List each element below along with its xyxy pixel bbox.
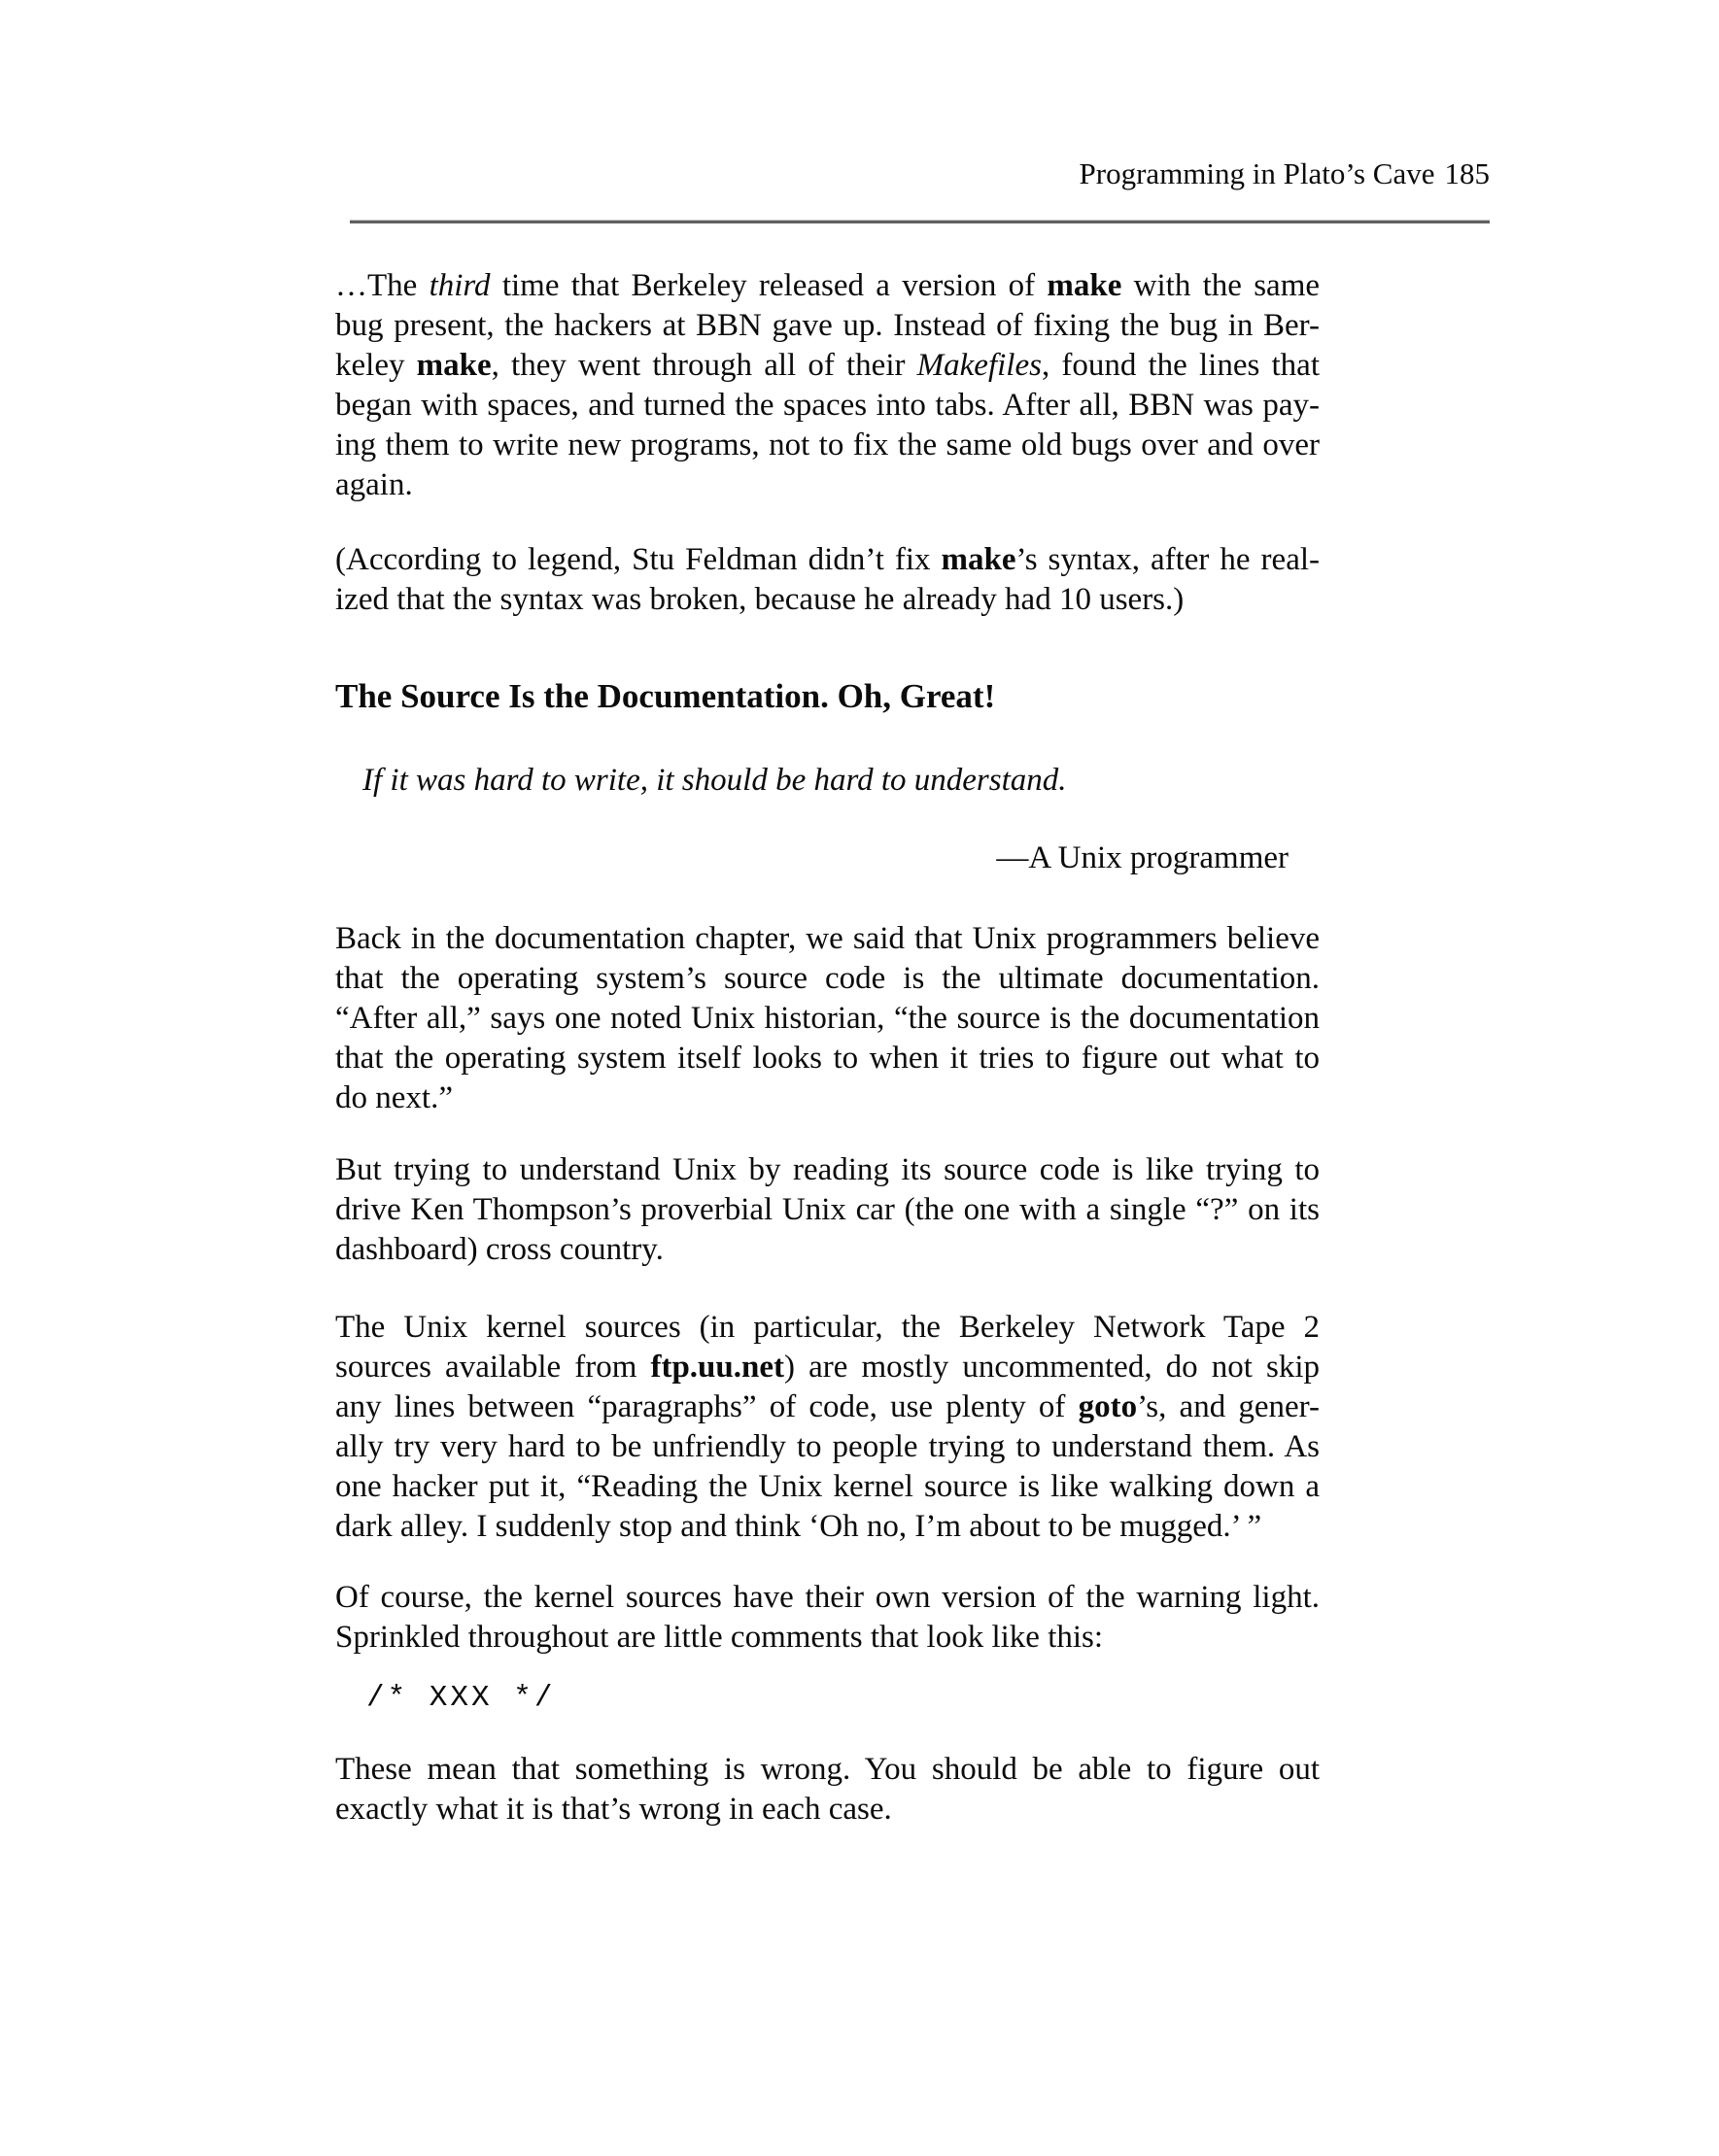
epigraph-attribution: —A Unix programmer [996, 840, 1289, 875]
text-line: again. [335, 467, 413, 502]
text-line: sources available from ftp.uu.net) are mostly uncommented, do not skip [335, 1350, 1320, 1385]
text-line: dashboard) cross country. [335, 1232, 664, 1267]
paragraph-berkeley-make-bug [335, 266, 1320, 505]
text-line: exactly what it is that’s wrong in each case. [335, 1792, 892, 1827]
section-heading: The Source Is the Documentation. Oh, Great! [335, 677, 996, 715]
text-line: keley make, they went through all of their Makefiles, found the lines that [335, 348, 1320, 383]
text-line: Back in the documentation chapter, we said that Unix programmers believe [335, 921, 1320, 956]
text-line: dark alley. I suddenly stop and think ‘Oh no, I’m about to be mugged.’ ” [335, 1509, 1262, 1544]
text-line: any lines between “paragraphs” of code, use plenty of goto’s, and gener- [335, 1389, 1320, 1424]
text-line: The Unix kernel sources (in particular, the Berkeley Network Tape 2 [335, 1310, 1320, 1345]
code-comment-xxx: /* XXX */ [366, 1681, 556, 1715]
paragraph-warning-light [335, 1578, 1320, 1658]
text-line: drive Ken Thompson’s proverbial Unix car (the one with a single “?” on its [335, 1192, 1320, 1227]
paragraph-source-is-documentation [335, 919, 1320, 1118]
page-number: 185 [1444, 156, 1490, 190]
epigraph-quote: If it was hard to write, it should be hard to understand. [362, 763, 1067, 798]
text-line: that the operating system’s source code is the ultimate documentation. [335, 961, 1320, 996]
text-line: do next.” [335, 1080, 453, 1115]
text-line: Of course, the kernel sources have their own version of the warning light. [335, 1580, 1320, 1615]
paragraph-unix-car [335, 1150, 1320, 1270]
text-line: These mean that something is wrong. You should be able to figure out [335, 1752, 1320, 1787]
text-line: bug present, the hackers at BBN gave up. Instead of fixing the bug in Ber- [335, 308, 1320, 343]
page-body [335, 0, 1320, 2156]
text-line: But trying to understand Unix by reading its source code is like trying to [335, 1152, 1320, 1187]
text-line: one hacker put it, “Reading the Unix kernel source is like walking down a [335, 1469, 1320, 1504]
text-line: …The third time that Berkeley released a version of make with the same [335, 268, 1321, 303]
text-line: ing them to write new programs, not to fix the same old bugs over and over [335, 428, 1320, 462]
text-line: (According to legend, Stu Feldman didn’t fix make’s syntax, after he real- [335, 542, 1320, 577]
text-line: that the operating system itself looks to when it tries to figure out what to [335, 1041, 1320, 1076]
text-line: began with spaces, and turned the spaces into tabs. After all, BBN was pay- [335, 388, 1320, 423]
running-title: Programming in Plato’s Cave [1079, 156, 1435, 190]
paragraph-something-wrong [335, 1750, 1320, 1830]
text-line: ized that the syntax was broken, because he already had 10 users.) [335, 582, 1185, 617]
paragraph-stu-feldman-legend [335, 540, 1320, 620]
text-line: “After all,” says one noted Unix historian, “the source is the documentation [335, 1001, 1320, 1036]
text-line: Sprinkled throughout are little comments that look like this: [335, 1620, 1104, 1655]
text-line: ally try very hard to be unfriendly to people trying to understand them. As [335, 1429, 1320, 1464]
paragraph-kernel-sources [335, 1308, 1320, 1547]
